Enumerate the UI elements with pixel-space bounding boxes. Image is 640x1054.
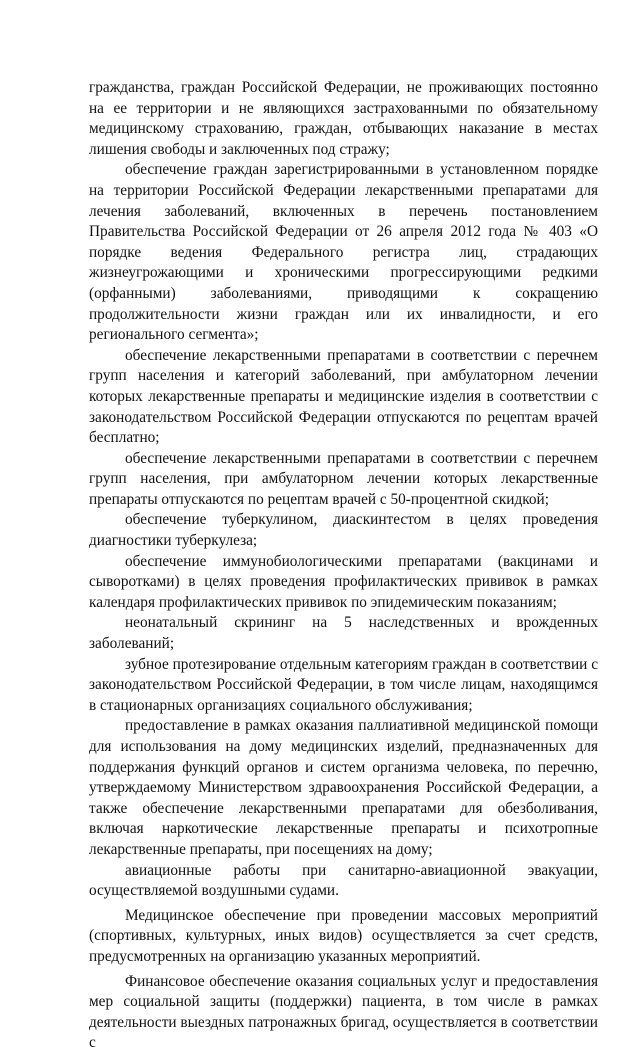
paragraph-orphan-diseases: обеспечение граждан зарегистрированными в установленном порядке на территории Российской Федерации лекарственными препаратами для лечения заболеваний, включенных в перечень постановлением Правительства Российской Федерации от 26 апреля 2012 года № 403 «О порядке ведения Федерального регистра лиц, страдающих жизнеугрожающими и хроническими прогрессирующими редкими (орфанными) заболеваниями, приводящими к сокращению продолжительности жизни граждан или их инвалидности, и его регионального сегмента»;	[89, 161, 598, 344]
paragraph-neonatal-screening: неонатальный скрининг на 5 наследственных и врожденных заболеваний;	[89, 614, 598, 653]
paragraph-dental-prosthetics: зубное протезирование отдельным категориям граждан в соответствии с законодательством Российской Федерации, в том числе лицам, находящимся в стационарных организациях социального обслуживания;	[89, 655, 598, 714]
paragraph-air-ambulance: авиационные работы при санитарно-авиационной эвакуации, осуществляемой воздушными судами.	[89, 861, 598, 900]
paragraph-discount-prescriptions: обеспечение лекарственными препаратами в соответствии с перечнем групп населения, при амбулаторном лечении которых лекарственные препараты отпускаются по рецептам врачей с 50-процентной скидкой;	[89, 449, 598, 508]
paragraph-palliative-care: предоставление в рамках оказания паллиативной медицинской помощи для использования на дому медицинских изделий, предназначенных для поддержания функций органов и систем организма человека, по перечню, утверждаемому Министерством здравоохранения Российской Федерации, а также обеспечение лекарственными препаратами для обезболивания, включая наркотические лекарственные препараты и психотропные лекарственные препараты, при посещениях на дому;	[89, 717, 598, 858]
paragraph-free-prescriptions: обеспечение лекарственными препаратами в соответствии с перечнем групп населения и категорий заболеваний, при амбулаторном лечении которых лекарственные препараты и медицинские изделия в соответствии с законодательством Российской Федерации отпускаются по рецептам врачей бесплатно;	[89, 346, 598, 447]
paragraph-vaccines: обеспечение иммунобиологическими препаратами (вакцинами и сыворотками) в целях проведения профилактических прививок в рамках календаря профилактических прививок по эпидемическим показаниям;	[89, 552, 598, 611]
paragraph-tuberculin: обеспечение туберкулином, диаскинтестом в целях проведения диагностики туберкулеза;	[89, 511, 598, 550]
paragraph-citizenship: гражданства, граждан Российской Федерации, не проживающих постоянно на ее территории и не являющихся застрахованными по обязательному медицинскому страхованию, граждан, отбывающих наказание в местах лишения свободы и заключенных под стражу;	[89, 79, 598, 158]
paragraph-social-services: Финансовое обеспечение оказания социальных услуг и предоставления мер социальной защиты (поддержки) пациента, в том числе в рамках деятельности выездных патронажных бригад, осуществляется в соответствии с	[89, 972, 598, 1052]
paragraph-mass-events: Медицинское обеспечение при проведении массовых мероприятий (спортивных, культурных, иных видов) осуществляется за счет средств, предусмотренных на организацию указанных мероприятий.	[89, 906, 598, 965]
